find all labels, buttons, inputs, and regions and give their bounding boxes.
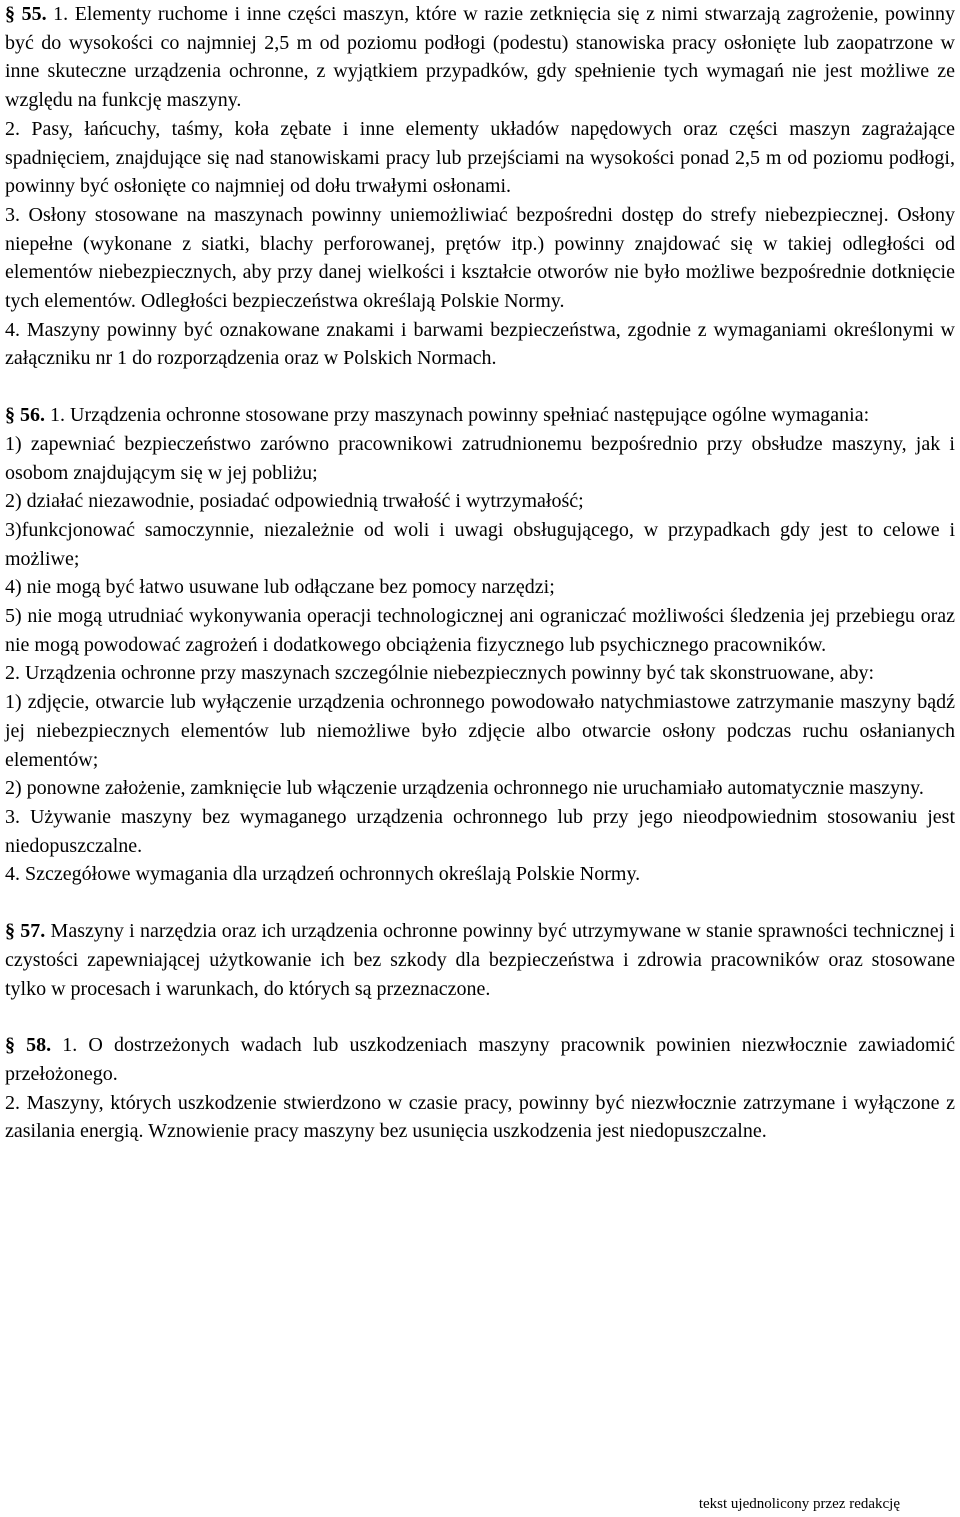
- paragraph: 2. Urządzenia ochronne przy maszynach szczególnie niebezpiecznych powinny być tak skonstruowane, aby:: [5, 662, 875, 685]
- list-item: 2) działać niezawodnie, posiadać odpowiednią trwałość i wytrzymałość;: [5, 490, 584, 513]
- paragraph: 2. Pasy, łańcuchy, taśmy, koła zębate i inne elementy układów napędowych oraz części maszyn zagrażające spadnięciem, znajdujące się nad stanowiskami pracy lub przejściami na wysokości ponad 2,5 m od poziomu podłogi, powinny być osłonięte co najmniej od dołu trwałymi osłonami.: [5, 117, 955, 198]
- list-item: 2) ponowne założenie, zamknięcie lub włączenie urządzenia ochronnego nie uruchamiało automatycznie maszyny.: [5, 777, 924, 800]
- paragraph: 4. Maszyny powinny być oznakowane znakami i barwami bezpieczeństwa, zgodnie z wymaganiami określonymi w załączniku nr 1 do rozporządzenia oraz w Polskich Normach.: [5, 318, 955, 370]
- paragraph: 2. Maszyny, których uszkodzenie stwierdzono w czasie pracy, powinny być niezwłocznie zatrzymane i wyłączone z zasilania energią. Wznowienie pracy maszyny bez usunięcia uszkodzenia jest niedopuszczalne.: [5, 1091, 955, 1143]
- section-number: § 57.: [5, 920, 46, 943]
- section-56: [5, 401, 955, 889]
- section-number: § 55.: [5, 3, 47, 25]
- paragraph-text: 1. Urządzenia ochronne stosowane przy maszynach powinny spełniać następujące ogólne wymagania:: [50, 404, 870, 427]
- paragraph-text: 1. O dostrzeżonych wadach lub uszkodzeniach maszyny pracownik powinien niezwłocznie zawiadomić przełożonego.: [5, 1034, 956, 1085]
- paragraph-text: 1. Elementy ruchome i inne części maszyn, które w razie zetknięcia się z nimi stwarzają zagrożenie, powinny być do wysokości co najmniej 2,5 m od poziomu podłogi (podestu) stanowiska pracy osłonięte lub zaopatrzone w inne skuteczne urządzenia ochronne, z wyjątkiem przypadków, gdy spełnienie tych wymagań nie jest możliwe ze względu na funkcję maszyny.: [5, 3, 956, 112]
- document-body: [5, 0, 955, 1146]
- paragraph: [5, 1031, 955, 1088]
- list-item: 4) nie mogą być łatwo usuwane lub odłączane bez pomocy narzędzi;: [5, 576, 555, 599]
- section-number: § 56.: [5, 404, 45, 427]
- paragraph: 4. Szczegółowe wymagania dla urządzeń ochronnych określają Polskie Normy.: [5, 863, 641, 886]
- section-58: [5, 1031, 955, 1146]
- section-57: [5, 917, 955, 1003]
- paragraph: [5, 917, 955, 1003]
- section-55: [5, 0, 955, 373]
- list-item: 5) nie mogą utrudniać wykonywania operacji technologicznej ani ograniczać możliwości śledzenia jej przebiegu oraz nie mogą powodować zagrożeń i dodatkowego obciążenia fizycznego lub psychicznego pracowników.: [5, 605, 955, 656]
- page-footer: tekst ujednolicony przez redakcję: [698, 1496, 900, 1512]
- list-item: 1) zdjęcie, otwarcie lub wyłączenie urządzenia ochronnego powodowało natychmiastowe zatrzymanie maszyny bądź jej niebezpiecznych elementów lub niemożliwe było zdjęcie albo otwarcie osłony podczas ruchu osłanianych elementów;: [5, 691, 955, 771]
- paragraph: 3. Osłony stosowane na maszynach powinny uniemożliwiać bezpośredni dostęp do strefy niebezpiecznej. Osłony niepełne (wykonane z siatki, blachy perforowanej, prętów itp.) powinny znajdować się w takiej odległości od elementów niebezpiecznych, aby przy danej wielkości i kształcie otworów nie było możliwe bezpośrednie dotknięcie tych elementów. Odległości bezpieczeństwa określają Polskie Normy.: [5, 203, 955, 313]
- section-number: § 58.: [5, 1034, 52, 1057]
- paragraph-text: Maszyny i narzędzia oraz ich urządzenia ochronne powinny być utrzymywane w stanie sprawności technicznej i czystości zapewniającej użytkowanie ich bez szkody dla bezpieczeństwa i zdrowia pracowników oraz stosowane tylko w procesach i warunkach, do których są przeznaczone.: [5, 920, 955, 1000]
- paragraph: 3. Używanie maszyny bez wymaganego urządzenia ochronnego lub przy jego nieodpowiednim stosowaniu jest niedopuszczalne.: [5, 805, 955, 857]
- list-item: 3)funkcjonować samoczynnie, niezależnie od woli i uwagi obsługującego, w przypadkach gdy jest to celowe i możliwe;: [5, 518, 955, 570]
- paragraph: [5, 0, 955, 115]
- list-item: 1) zapewniać bezpieczeństwo zarówno pracownikowi zatrudnionemu bezpośrednio przy obsłudze maszyny, jak i osobom znajdującym się w jej pobliżu;: [5, 432, 955, 484]
- paragraph: [5, 401, 955, 430]
